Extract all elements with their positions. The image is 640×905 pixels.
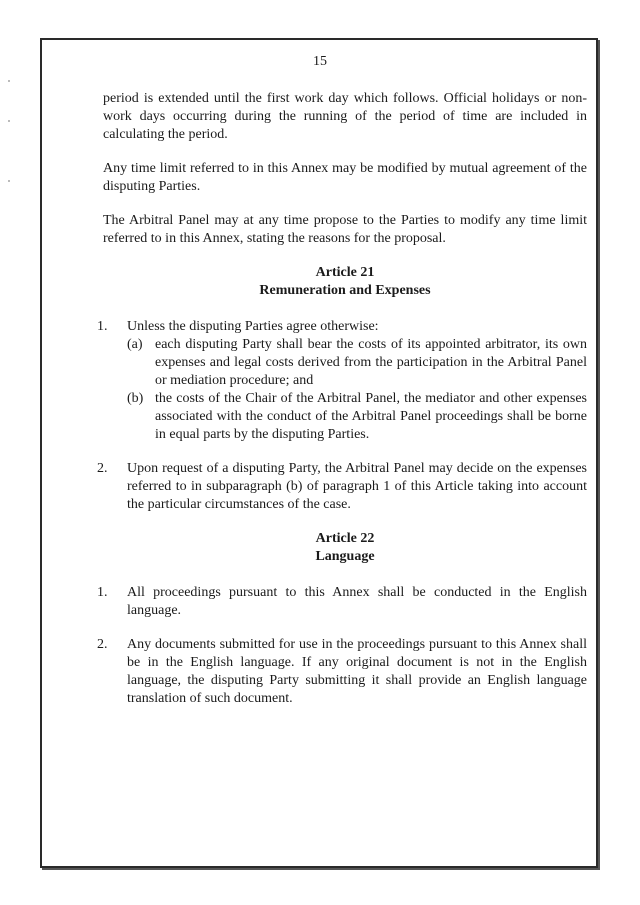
item-number: 2. bbox=[97, 461, 108, 476]
scan-mark bbox=[8, 120, 10, 122]
article-21-item-2 bbox=[97, 460, 587, 514]
scan-mark bbox=[8, 180, 10, 182]
item-text: Unless the disputing Parties agree otherwise: bbox=[127, 319, 379, 334]
document-body bbox=[97, 90, 587, 724]
paragraph: Any time limit referred to in this Annex may be modified by mutual agreement of the disputing Parties. bbox=[103, 161, 587, 194]
item-text: Upon request of a disputing Party, the Arbitral Panel may decide on the expenses referred to in subparagraph (b) of paragraph 1 of this Article taking into account the particular circumstances of the case. bbox=[127, 461, 587, 512]
subitem-text: each disputing Party shall bear the costs of its appointed arbitrator, its own expenses and legal costs derived from the participation in the Arbitral Panel or mediation procedure; and bbox=[155, 337, 587, 388]
subitem-label: (a) bbox=[127, 337, 143, 352]
item-number: 1. bbox=[97, 319, 108, 334]
item-number: 1. bbox=[97, 585, 108, 600]
scan-mark bbox=[8, 80, 10, 82]
item-text: Any documents submitted for use in the proceedings pursuant to this Annex shall be in the English language. If any original document is not in the English language, the disputing Party submitting it shall provide an English language translation of such document. bbox=[127, 637, 587, 706]
article-22-item-2 bbox=[97, 636, 587, 708]
subitem-text: the costs of the Chair of the Arbitral Panel, the mediator and other expenses associated with the conduct of the Arbitral Panel proceedings shall be borne in equal parts by the disputing Parties. bbox=[155, 391, 587, 442]
article-21-title: Article 21 bbox=[315, 265, 375, 280]
subitem-a bbox=[127, 336, 587, 390]
item-number: 2. bbox=[97, 637, 108, 652]
page-number: 15 bbox=[313, 54, 327, 69]
article-21-item-1 bbox=[97, 318, 587, 444]
subitem-label: (b) bbox=[127, 391, 144, 406]
paragraph: period is extended until the first work day which follows. Official holidays or non-work days occurring during the running of the period of time are included in calculating the period. bbox=[103, 91, 587, 142]
article-21-subtitle: Remuneration and Expenses bbox=[259, 283, 431, 298]
article-22-title: Article 22 bbox=[315, 531, 375, 546]
article-22-subtitle: Language bbox=[315, 549, 375, 564]
article-22-item-1 bbox=[97, 584, 587, 620]
subitem-b bbox=[127, 390, 587, 444]
item-text: All proceedings pursuant to this Annex shall be conducted in the English language. bbox=[127, 585, 587, 618]
paragraph: The Arbitral Panel may at any time propose to the Parties to modify any time limit referred to in this Annex, stating the reasons for the proposal. bbox=[103, 213, 587, 246]
